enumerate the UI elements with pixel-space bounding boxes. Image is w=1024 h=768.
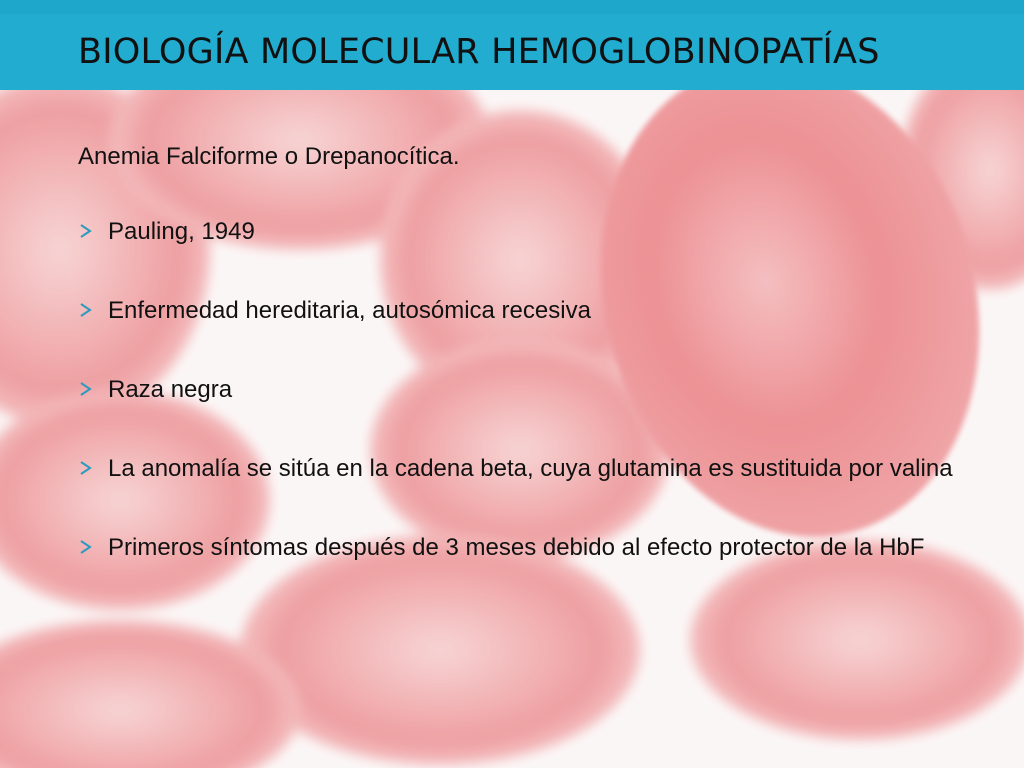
arrow-bullet-icon — [78, 536, 94, 558]
title-bar-top-strip — [0, 0, 1024, 14]
slide-title: BIOLOGÍA MOLECULAR HEMOGLOBINOPATÍAS — [78, 32, 880, 72]
bullet-item — [78, 453, 994, 484]
bullet-item — [78, 216, 994, 247]
bullet-list — [78, 216, 994, 563]
bullet-text: Enfermedad hereditaria, autosómica recesiva — [108, 297, 591, 324]
bullet-item — [78, 295, 994, 326]
bullet-text: Primeros síntomas después de 3 meses debido al efecto protector de la HbF — [108, 534, 925, 561]
arrow-bullet-icon — [78, 299, 94, 321]
arrow-bullet-icon — [78, 220, 94, 242]
bullet-text: Pauling, 1949 — [108, 218, 255, 245]
bullet-item — [78, 374, 994, 405]
slide-subtitle: Anemia Falciforme o Drepanocítica. — [78, 143, 460, 170]
bullet-text: Raza negra — [108, 376, 233, 403]
bullet-item — [78, 532, 994, 563]
arrow-bullet-icon — [78, 378, 94, 400]
arrow-bullet-icon — [78, 457, 94, 479]
slide-content — [78, 140, 994, 563]
bullet-text: La anomalía se sitúa en la cadena beta, cuya glutamina es sustituida por valina — [108, 455, 953, 482]
